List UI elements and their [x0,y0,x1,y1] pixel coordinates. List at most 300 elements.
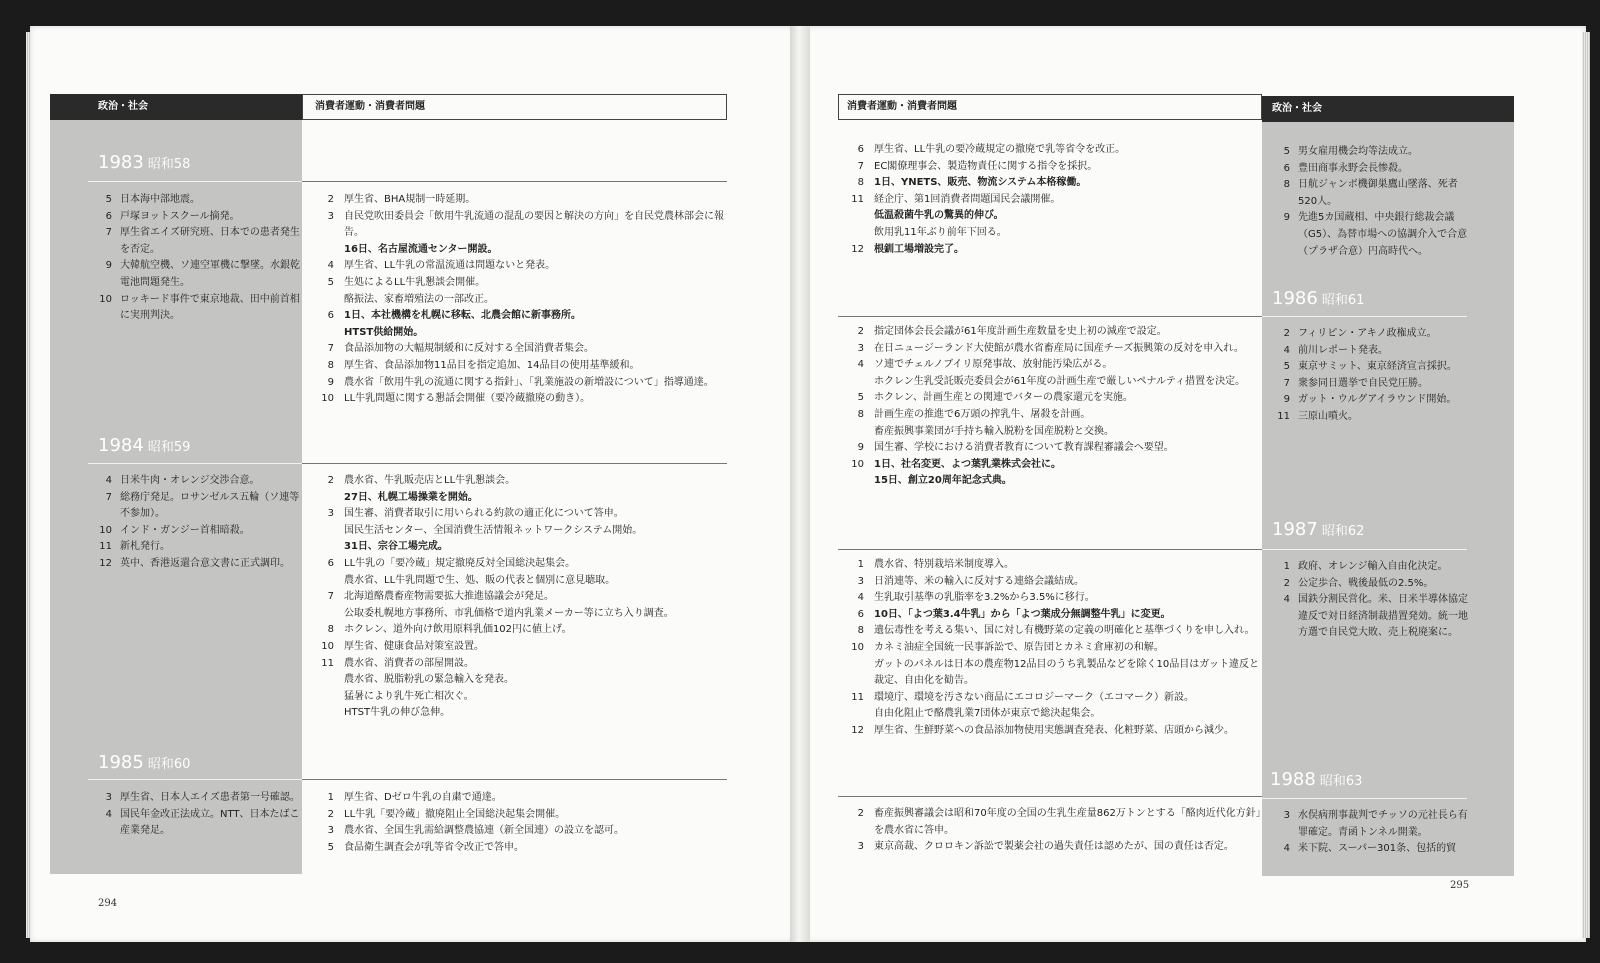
event-text: 15日、創立20周年記念式典。 [874,475,1012,487]
event-text: 三原山噴火。 [1298,410,1358,422]
year-heading-1985 [98,752,190,773]
event-row [836,374,1266,391]
event-text: 31日、宗谷工場完成。 [344,541,448,553]
event-row [836,159,1266,176]
event-text: 10日、「よつ葉3.4牛乳」から「よつ葉成分無調整牛乳」に変更。 [874,608,1171,620]
event-text: 食品添加物の大幅規制緩和に反対する全国消費者集会。 [344,343,594,355]
event-month: 10 [851,458,864,470]
event-row [306,689,736,706]
event-month: 10 [851,641,864,653]
event-month: 7 [857,160,864,172]
event-row [306,790,736,807]
event-row [306,523,736,540]
event-text: 27日、札幌工場操業を開始。 [344,491,478,503]
event-text: 農水省、牛乳販売店とLL牛乳懇談会。 [344,475,516,486]
event-row [306,192,736,209]
event-text: 農水省、特別栽培米制度導入。 [874,559,1014,570]
event-month [306,292,344,309]
event-row [90,807,300,840]
event-row [306,258,736,275]
event-text: 自由化阻止で酪農乳業7団体が東京で総決起集会。 [874,708,1101,720]
event-row [1268,343,1468,360]
right-consumer-header: 消費者運動・消費者問題 [838,94,1262,120]
event-text: 厚生省、日本人エイズ患者第一号確認。 [120,792,300,803]
event-month: 10 [99,524,112,536]
event-row [836,473,1266,490]
event-row [90,258,300,291]
event-row [836,657,1266,690]
event-row [306,823,736,840]
event-row [306,242,736,259]
event-text: 猛暑により乳牛死亡相次ぐ。 [344,690,474,702]
year-divider [88,181,302,182]
event-text: 酪振法、家畜増殖法の一部改正。 [344,293,494,305]
event-month: 4 [327,260,334,272]
event-text: フィリピン・アキノ政権成立。 [1298,328,1437,339]
event-row [306,325,736,342]
era-name: 昭和59 [147,440,191,455]
event-text: LL牛乳問題に関する懇話会開催（要冷蔵撤廃の動き）。 [344,393,591,405]
consumer-list-1983 [306,192,736,408]
event-month: 4 [105,475,112,486]
event-month: 10 [321,640,334,652]
event-text: 東京高裁、クロロキン訴訟で製薬会社の過失責任は認めたが、国の責任は否定。 [874,841,1234,853]
event-month: 5 [105,194,112,205]
event-month: 9 [105,260,112,272]
event-text: 日米牛肉・オレンジ交渉合意。 [120,475,260,486]
event-text: 東京サミット、東京経済宣言採択。 [1298,361,1457,373]
event-row [836,192,1266,209]
event-row [90,556,300,573]
event-row [90,490,300,523]
year-number: 1983 [98,152,144,173]
event-month: 7 [1283,377,1290,389]
event-month [836,225,874,242]
event-month: 4 [105,808,112,820]
event-row [90,292,300,325]
event-text: 低温殺菌牛乳の驚異的伸び。 [874,210,1004,222]
event-row [836,357,1266,374]
event-row [1268,392,1468,409]
event-text: 米下院、スーパー301条、包括的貿 [1298,843,1457,855]
event-month [306,705,344,722]
era-name: 昭和63 [1319,774,1363,789]
event-month: 8 [857,408,864,420]
event-row [306,639,736,656]
event-text: LL牛乳の「要冷蔵」規定撤廃反対全国総決起集会。 [344,557,576,569]
politics-list-1985-cont [1268,144,1468,260]
event-month: 12 [99,557,112,569]
event-month: 3 [327,210,334,222]
event-month: 12 [851,243,864,255]
event-row [1268,559,1468,576]
event-text: 厚生省、LL牛乳の常温流通は問題ないと発表。 [344,260,556,272]
event-text: 計画生産の推進で6万頭の搾乳牛、屠殺を計画。 [874,408,1091,420]
event-month [306,325,344,342]
event-month: 9 [1283,212,1290,224]
event-text: 国生審、消費者取引に用いられる約款の適正化について答申。 [344,508,624,520]
event-row [306,490,736,507]
event-text: 国民年金改正法成立。NTT、日本たばこ産業発足。 [120,808,300,837]
event-month: 3 [327,825,334,837]
left-consumer-header: 消費者運動・消費者問題 [302,94,727,120]
event-text: ホクレン生乳受託販売委員会が61年度の計画生産で厳しいペナルティ措置を決定。 [874,375,1246,387]
year-number: 1988 [1270,769,1316,790]
event-text: 厚生省、生鮮野菜への食品添加物使用実態調査発表、化粧野菜、店頭から減少。 [874,724,1234,736]
event-text: 農水省、消費者の部屋開設。 [344,657,474,669]
event-month: 11 [321,657,334,669]
event-month [306,490,344,507]
event-month: 2 [327,194,334,205]
event-month: 4 [857,359,864,371]
event-month: 3 [105,792,112,803]
event-text: 男女雇用機会均等法成立。 [1298,146,1418,157]
event-month: 8 [857,177,864,189]
event-text: 食品衛生調査会が乳等省令改正で答申。 [344,841,524,853]
year-divider [88,779,302,780]
event-row [306,275,736,292]
year-divider [838,796,1262,797]
event-row [836,623,1266,640]
politics-list-1986 [1268,326,1468,426]
consumer-list-1987 [836,557,1266,740]
event-row [836,424,1266,441]
event-row [306,506,736,523]
event-month: 11 [851,193,864,205]
event-text: 国生審、学校における消費者教育について教育課程審議会へ要望。 [874,442,1174,454]
event-row [306,341,736,358]
consumer-list-1984 [306,473,736,722]
event-month: 5 [327,841,334,853]
event-text: 生乳取引基準の乳脂率を3.2%から3.5%に移行。 [874,592,1095,604]
event-row [836,706,1266,723]
event-text: 厚生省、BHA規制一時延期。 [344,194,476,205]
page-number-left: 294 [98,898,118,909]
event-row [836,690,1266,707]
event-row [836,440,1266,457]
event-text: ガット・ウルグアイラウンド開始。 [1298,394,1457,406]
event-text: 豊田商事永野会長惨殺。 [1298,162,1408,174]
event-month: 6 [105,210,112,222]
event-month: 4 [1283,344,1290,356]
event-text: 日消連等、米の輸入に反対する連絡会議結成。 [874,575,1084,587]
event-row [306,539,736,556]
event-month: 9 [327,376,334,388]
event-month: 4 [1283,843,1290,855]
event-row [90,790,300,807]
event-row [306,358,736,375]
event-text: 生処によるLL牛乳懇談会開催。 [344,276,486,288]
event-text: 衆参同日選挙で自民党圧勝。 [1298,377,1428,389]
event-text: 北海道酪農畜産物需要拡大推進協議会が発足。 [344,591,554,603]
event-month: 2 [327,808,334,820]
event-row [306,573,736,590]
year-divider [302,463,727,464]
event-month: 8 [327,624,334,636]
event-row [1268,359,1468,376]
event-text: EC閣僚理事会、製造物責任に関する指令を採択。 [874,160,1098,172]
event-row [306,209,736,242]
event-row [306,840,736,857]
event-month: 6 [327,310,334,322]
event-text: 日航ジャンボ機御巣鷹山墜落、死者520人。 [1298,179,1458,207]
consumer-list-1988 [836,806,1266,856]
event-text: 新札発行。 [120,541,170,553]
event-text: 根釧工場増設完了。 [874,243,964,255]
event-month: 8 [1283,179,1290,191]
event-text: 遺伝毒性を考える集い、国に対し有機野菜の定義の明確化と基準づくりを申し入れ。 [874,625,1255,637]
event-text: 日本海中部地震。 [120,194,200,205]
event-row [306,473,736,490]
event-month [306,523,344,540]
event-text: 農水省「飲用牛乳の流通に関する指針」、「乳業施設の新増設について」指導通達。 [344,376,714,388]
event-row [306,292,736,309]
event-row [306,589,736,606]
politics-list-1985 [90,790,300,840]
event-row [306,308,736,325]
event-row [836,557,1266,574]
event-row [1268,576,1468,593]
event-row [836,390,1266,407]
event-month: 9 [857,442,864,454]
event-text: 水俣病刑事裁判でチッソの元社長ら有罪確定。青函トンネル開業。 [1298,810,1468,838]
event-row [1268,210,1468,260]
event-row [90,473,300,490]
event-row [306,807,736,824]
event-text: LL牛乳「要冷蔵」撤廃阻止全国総決起集会開催。 [344,808,566,820]
event-row [836,142,1266,159]
event-month [306,242,344,259]
event-text: 1日、社名変更、よつ葉乳業株式会社に。 [874,458,1061,470]
event-text: 厚生省、Dゼロ牛乳の自粛で通達。 [344,792,502,803]
event-row [306,672,736,689]
year-divider [1262,549,1467,550]
year-heading-1986 [1272,288,1364,309]
event-month: 3 [857,841,864,853]
event-text: 厚生省、食品添加物11品目を指定追加、14品目の使用基準緩和。 [344,359,640,371]
politics-list-1983 [90,192,300,325]
event-month: 2 [1283,328,1290,339]
event-month: 2 [857,808,864,819]
politics-list-1984 [90,473,300,573]
event-month: 5 [327,276,334,288]
event-month: 3 [327,508,334,520]
event-month: 10 [99,293,112,305]
year-divider [838,549,1262,550]
event-row [836,574,1266,591]
event-text: 戸塚ヨットスクール摘発。 [120,210,240,222]
event-month: 7 [105,227,112,239]
event-text: 1日、本社機構を札幌に移転、北農会館に新事務所。 [344,310,581,322]
event-row [836,607,1266,624]
event-text: 農水省、脱脂粉乳の緊急輸入を発表。 [344,674,514,686]
event-month: 7 [327,343,334,355]
event-month: 11 [99,541,112,553]
event-row [1268,409,1468,426]
event-row [836,208,1266,225]
era-name: 昭和62 [1321,524,1365,539]
event-row [836,839,1266,856]
left-politics-header: 政治・社会 [50,94,302,120]
event-text: 指定団体会長会議が61年度計画生産数量を史上初の減産で設定。 [874,326,1167,337]
event-month: 5 [1283,146,1290,157]
event-text: ソ連でチェルノブイリ原発事故、放射能汚染広がる。 [874,359,1113,371]
event-text: 環境庁、環境を汚さない商品にエコロジーマーク（エコマーク）新設。 [874,691,1194,703]
event-text: 厚生省、LL牛乳の要冷蔵規定の撤廃で乳等省令を改正。 [874,144,1126,155]
year-divider [1262,798,1467,799]
event-month [836,374,874,391]
event-text: 経企庁、第1回消費者問題国民会議開催。 [874,193,1061,205]
event-text: ロッキード事件で東京地裁、田中前首相に実刑判決。 [120,293,300,322]
event-month: 6 [327,557,334,569]
politics-list-1988 [1268,808,1468,858]
event-text: 政府、オレンジ輸入自由化決定。 [1298,561,1448,572]
event-month: 8 [857,625,864,637]
event-month: 2 [857,326,864,337]
event-row [836,640,1266,657]
event-month: 11 [851,691,864,703]
event-month [836,657,874,690]
event-month: 1 [327,792,334,803]
event-month: 10 [321,393,334,405]
event-text: 畜産振興事業団が手持ち輸入脱粉を国産脱粉と交換。 [874,425,1114,437]
event-row [836,457,1266,474]
event-month: 6 [1283,162,1290,174]
event-text: 先進5カ国蔵相、中央銀行総裁会議（G5）、為替市場への協調介入で合意（プラザ合意）円高時代へ。 [1298,212,1468,257]
event-month: 12 [851,724,864,736]
year-divider [88,463,302,464]
consumer-list-1986 [836,324,1266,490]
event-month: 11 [1277,410,1290,422]
event-row [1268,592,1468,642]
event-row [306,622,736,639]
year-number: 1987 [1272,519,1318,540]
event-row [1268,161,1468,178]
event-month: 1 [1283,561,1290,572]
event-text: 公定歩合、戦後最低の2.5%。 [1298,577,1434,589]
event-row [1268,376,1468,393]
event-row [836,225,1266,242]
event-row [90,225,300,258]
event-month: 6 [857,608,864,620]
event-text: 在日ニュージーランド大使館が農水省畜産局に国産チーズ振興策の反対を申入れ。 [874,342,1244,354]
event-month: 5 [1283,361,1290,373]
event-row [836,590,1266,607]
event-row [1268,177,1468,210]
event-row [306,391,736,408]
event-text: 農水省、LL牛乳問題で生、処、販の代表と個別に意見聴取。 [344,574,616,586]
politics-list-1987 [1268,559,1468,642]
event-row [306,705,736,722]
consumer-list-1985-cont [836,142,1266,258]
event-text: 厚生省エイズ研究班、日本での患者発生を否定。 [120,227,300,255]
era-name: 昭和58 [147,157,191,172]
event-text: 自民党吹田委員会「飲用牛乳流通の混乱の要因と解決の方向」を自民党農林部会に報告。 [344,210,724,239]
event-text: 飲用乳11年ぶり前年下回る。 [874,226,1007,238]
event-month [836,208,874,225]
event-month: 4 [857,592,864,604]
event-month: 4 [1283,594,1290,606]
event-month [306,573,344,590]
year-heading-1987 [1272,519,1364,540]
event-row [1268,144,1468,161]
event-row [836,324,1266,341]
event-row [1268,808,1468,841]
event-month: 5 [857,392,864,404]
event-month [836,424,874,441]
event-text: 厚生省、健康食品対策室設置。 [344,640,484,652]
year-heading-1988 [1270,769,1362,790]
event-row [90,209,300,226]
event-row [306,606,736,623]
year-divider [838,316,1262,317]
event-row [836,407,1266,424]
era-name: 昭和61 [1321,293,1365,308]
event-row [90,523,300,540]
era-name: 昭和60 [147,757,191,772]
event-month [836,706,874,723]
event-text: ホクレン、道外向け飲用原料乳価102円に値上げ。 [344,624,572,636]
event-row [1268,326,1468,343]
event-row [90,539,300,556]
event-month: 7 [327,591,334,603]
event-month [306,539,344,556]
event-row [306,656,736,673]
year-divider [1262,316,1467,317]
event-row [1268,841,1468,858]
event-text: 総務庁発足。ロサンゼルス五輪（ソ連等不参加）。 [120,491,300,520]
event-row [90,192,300,209]
event-text: HTST供給開始。 [344,326,424,338]
event-text: 国民生活センター、全国消費生活情報ネットワークシステム開始。 [344,524,643,536]
event-text: 農水省、全国生乳需給調整農協連（新全国連）の設立を認可。 [344,825,624,837]
event-text: 畜産振興審議会は昭和70年度の全国の生乳生産量862万トンとする「酪肉近代化方針」を農水省に答申。 [874,808,1266,836]
year-heading-1984 [98,435,190,456]
year-number: 1984 [98,435,144,456]
event-month: 9 [1283,394,1290,406]
page-edge-right [1582,32,1590,938]
event-row [836,242,1266,259]
event-row [836,806,1266,839]
consumer-list-1985 [306,790,736,856]
event-month [306,606,344,623]
event-month: 2 [1283,577,1290,589]
event-month [306,672,344,689]
event-month [306,689,344,706]
year-heading-1983 [98,152,190,173]
event-text: 16日、名古屋流通センター開設。 [344,243,498,255]
event-month: 3 [1283,810,1290,821]
event-month: 3 [857,342,864,354]
event-month [836,473,874,490]
event-month: 2 [327,475,334,486]
book-spine [790,26,810,942]
event-month: 7 [105,491,112,503]
event-row [836,175,1266,192]
event-text: インド・ガンジー首相暗殺。 [120,524,250,536]
event-month: 3 [857,575,864,587]
event-text: 1日、YNETS、販売、物流システム本格稼働。 [874,177,1087,189]
event-text: カネミ油症全国統一民事訴訟で、原告団とカネミ倉庫初の和解。 [874,641,1164,653]
event-text: 英中、香港返還合意文書に正式調印。 [120,557,290,569]
event-text: 大韓航空機、ソ連空軍機に撃墜。水銀乾電池問題発生。 [120,260,300,288]
event-row [306,375,736,392]
year-number: 1985 [98,752,144,773]
event-month: 6 [857,144,864,155]
event-text: 前川レポート発表。 [1298,344,1388,356]
event-text: ホクレン、計画生産との関連でバターの農家還元を実施。 [874,392,1133,404]
event-row [836,341,1266,358]
